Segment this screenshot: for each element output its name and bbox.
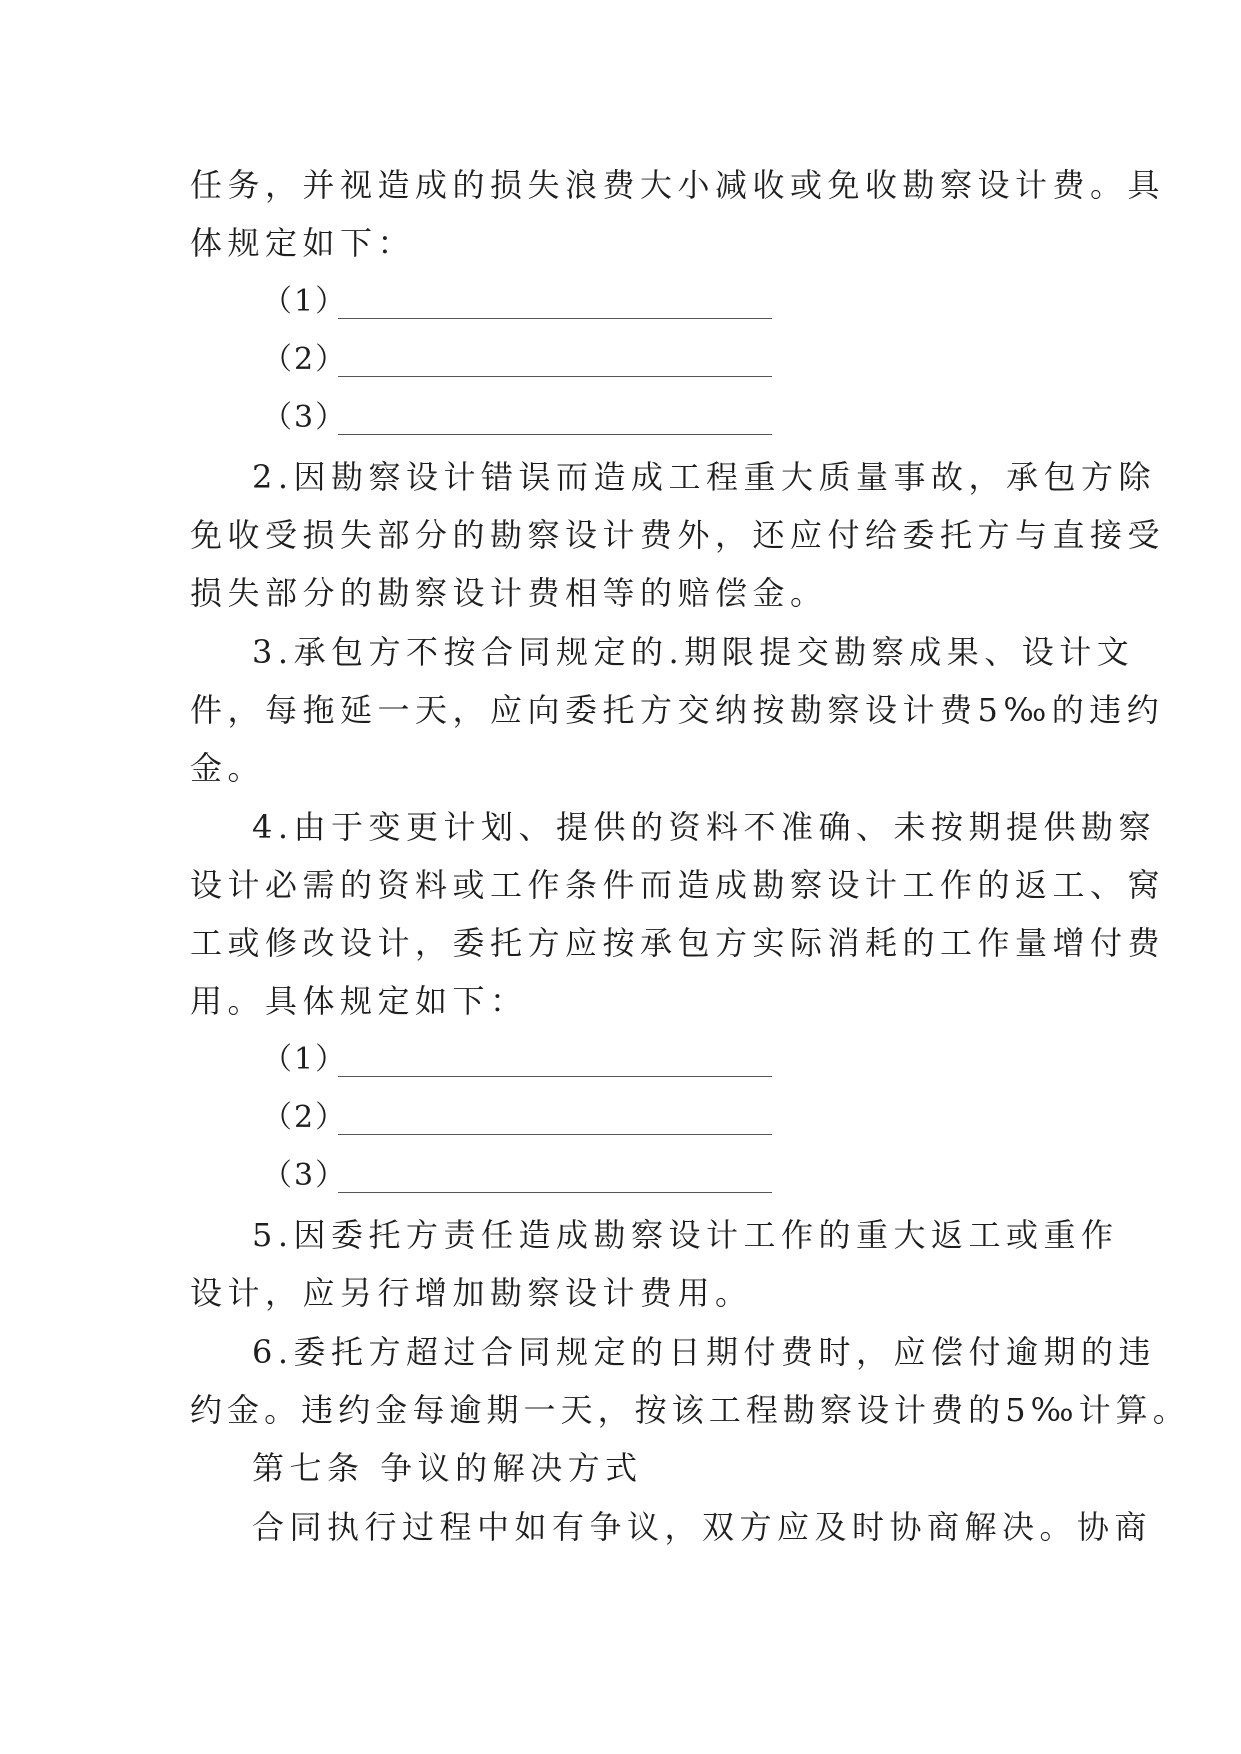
section-heading: 第七条 争议的解决方式 (252, 1449, 643, 1487)
paragraph-line: 4.由于变更计划、提供的资料不准确、未按期提供勘察 (252, 808, 1157, 846)
blank-fill-line (338, 434, 772, 435)
paragraph-line: 约金。违约金每逾期一天，按该工程勘察设计费的5‰计算。 (190, 1391, 1190, 1429)
blank-fill-line (338, 318, 772, 319)
list-item-label: （1） (262, 284, 348, 319)
list-item-label: （3） (262, 1158, 348, 1193)
paragraph-line: 6.委托方超过合同规定的日期付费时，应偿付逾期的违 (252, 1333, 1157, 1371)
paragraph-line: 件，每拖延一天，应向委托方交纳按勘察设计费5‰的违约 (190, 691, 1165, 729)
blank-fill-line (338, 376, 772, 377)
paragraph-line: 设计，应另行增加勘察设计费用。 (190, 1274, 753, 1312)
list-item-label: （1） (262, 1042, 348, 1077)
list-item-label: （2） (262, 342, 348, 377)
paragraph-line: 5.因委托方责任造成勘察设计工作的重大返工或重作 (252, 1216, 1119, 1254)
blank-fill-line (338, 1192, 772, 1193)
paragraph-line: 2.因勘察设计错误而造成工程重大质量事故，承包方除 (252, 458, 1157, 496)
paragraph-line: 工或修改设计，委托方应按承包方实际消耗的工作量增付费 (190, 924, 1166, 962)
paragraph-line: 用。具体规定如下： (190, 982, 528, 1020)
paragraph-line: 设计必需的资料或工作条件而造成勘察设计工作的返工、窝 (190, 866, 1166, 904)
paragraph-line: 损失部分的勘察设计费相等的赔偿金。 (190, 574, 828, 612)
paragraph-line: 体规定如下： (190, 224, 416, 262)
list-item-label: （3） (262, 400, 348, 435)
paragraph-line: 免收受损失部分的勘察设计费外，还应付给委托方与直接受 (190, 516, 1166, 554)
paragraph-line: 金。 (190, 749, 266, 787)
list-item-label: （2） (262, 1100, 348, 1135)
blank-fill-line (338, 1076, 772, 1077)
paragraph-line: 合同执行过程中如有争议，双方应及时协商解决。协商 (252, 1508, 1153, 1546)
paragraph-line: 3.承包方不按合同规定的.期限提交勘察成果、设计文 (252, 633, 1135, 671)
paragraph-line: 任务，并视造成的损失浪费大小减收或免收勘察设计费。具 (190, 166, 1166, 204)
blank-fill-line (338, 1134, 772, 1135)
